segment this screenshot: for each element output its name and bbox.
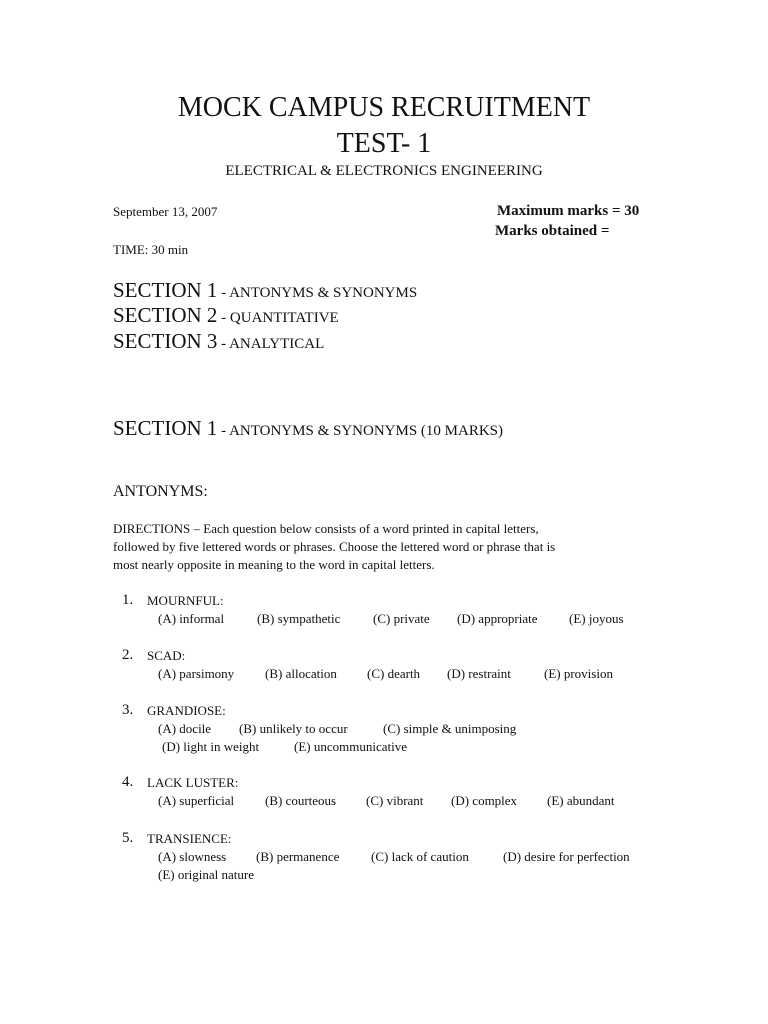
- section-name: SECTION 1: [113, 416, 218, 440]
- option-d: (D) restraint: [447, 666, 511, 681]
- question-word: TRANSIENCE:: [147, 831, 232, 846]
- question-number: 4.: [122, 774, 134, 790]
- option-c: (C) dearth: [367, 666, 421, 681]
- title-line-1: MOCK CAMPUS RECRUITMENT: [177, 92, 591, 123]
- options-row: [158, 665, 613, 683]
- section-name: SECTION 3: [113, 329, 218, 353]
- options-row: [158, 848, 630, 866]
- subtitle: ELECTRICAL & ELECTRONICS ENGINEERING: [225, 163, 543, 179]
- option-c: (C) simple & unimposing: [383, 721, 517, 736]
- test-date: September 13, 2007: [113, 204, 218, 219]
- option-b: (B) permanence: [256, 849, 340, 864]
- directions-line-3: most nearly opposite in meaning to the word in capital letters.: [113, 557, 435, 572]
- option-e: (E) abundant: [547, 793, 615, 808]
- section-suffix: - QUANTITATIVE: [217, 310, 339, 326]
- question-word: GRANDIOSE:: [147, 703, 226, 718]
- section-suffix: - ANTONYMS & SYNONYMS: [217, 285, 418, 301]
- option-c: (C) lack of caution: [371, 849, 469, 864]
- marks-obtained: Marks obtained =: [495, 223, 610, 239]
- option-c: (C) vibrant: [366, 793, 424, 808]
- option-a: (A) docile: [158, 721, 212, 736]
- option-e: (E) uncommunicative: [294, 739, 407, 754]
- antonyms-heading: ANTONYMS:: [113, 483, 208, 500]
- option-d: (D) appropriate: [457, 611, 538, 626]
- section-1-heading: [113, 415, 503, 444]
- option-e: (E) joyous: [569, 611, 624, 626]
- options-row-2: [158, 866, 254, 884]
- option-a: (A) superficial: [158, 793, 235, 808]
- section-name: SECTION 1: [113, 278, 218, 302]
- question-number: 3.: [122, 702, 134, 718]
- test-time: TIME: 30 min: [113, 242, 189, 257]
- option-a: (A) informal: [158, 611, 225, 626]
- max-marks: Maximum marks = 30: [497, 203, 640, 219]
- title-line-2: TEST- 1: [336, 128, 432, 159]
- option-d: (D) desire for perfection: [503, 849, 630, 864]
- directions-line-1: DIRECTIONS – Each question below consists of a word printed in capital letters,: [113, 521, 539, 536]
- question-word: LACK LUSTER:: [147, 775, 239, 790]
- option-d: (D) light in weight: [162, 739, 260, 754]
- option-b: (B) sympathetic: [257, 611, 341, 626]
- option-b: (B) courteous: [265, 793, 337, 808]
- options-row: [158, 610, 624, 628]
- question-word: MOURNFUL:: [147, 593, 224, 608]
- option-e: (E) provision: [544, 666, 613, 681]
- question-word: SCAD:: [147, 648, 186, 663]
- option-b: (B) unlikely to occur: [239, 721, 348, 736]
- option-a: (A) parsimony: [158, 666, 235, 681]
- option-e: (E) original nature: [158, 867, 255, 882]
- section-list-item-2: [113, 302, 339, 331]
- option-d: (D) complex: [451, 793, 518, 808]
- section-suffix: - ANALYTICAL: [217, 336, 325, 352]
- directions-line-2: followed by five lettered words or phrases. Choose the lettered word or phrase that is: [113, 539, 556, 554]
- section-list-item-3: [113, 328, 324, 357]
- question-number: 1.: [122, 592, 134, 608]
- question-number: 5.: [122, 830, 134, 846]
- options-row-2: [162, 738, 407, 756]
- options-row: [158, 792, 615, 810]
- option-c: (C) private: [373, 611, 430, 626]
- section-suffix: - ANTONYMS & SYNONYMS (10 MARKS): [217, 423, 504, 439]
- option-a: (A) slowness: [158, 849, 227, 864]
- section-name: SECTION 2: [113, 303, 218, 327]
- option-b: (B) allocation: [265, 666, 337, 681]
- options-row: [158, 720, 516, 738]
- question-number: 2.: [122, 647, 134, 663]
